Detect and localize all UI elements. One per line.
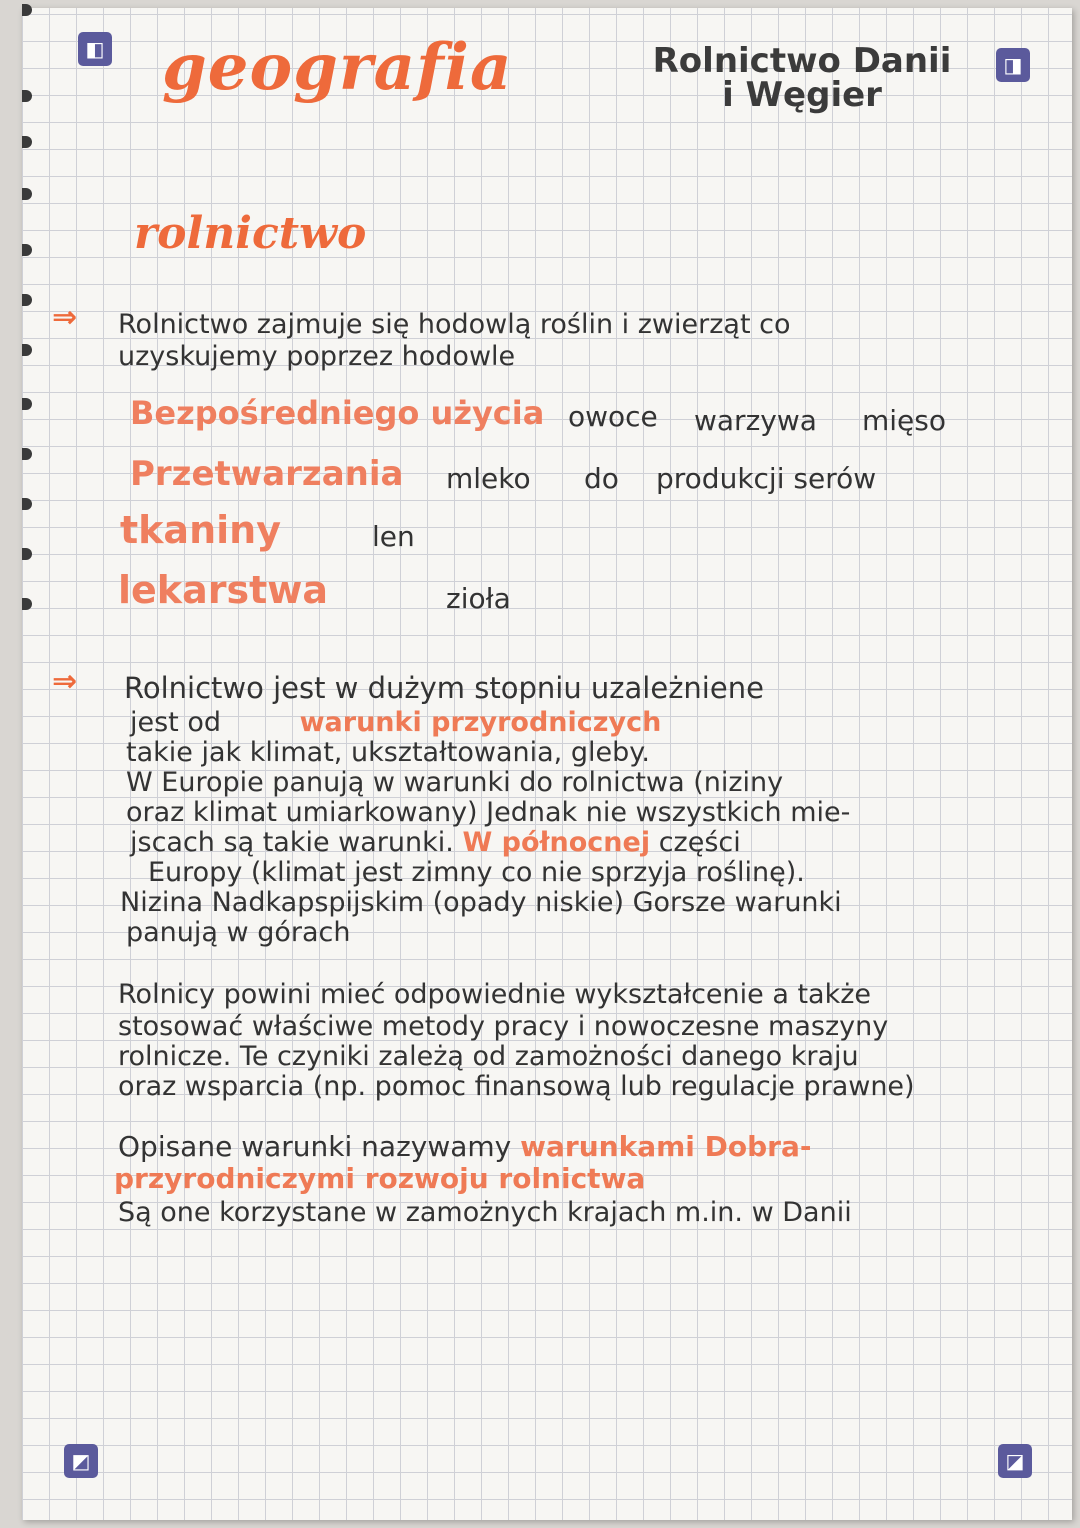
row-item: mleko xyxy=(446,462,531,495)
topic-title-line1: Rolnictwo Danii xyxy=(652,41,952,81)
block2-line7: Europy (klimat jest zimny co nie sprzyja roślinę). xyxy=(148,857,805,888)
spiral-ring xyxy=(22,244,32,256)
block2-line6 xyxy=(130,828,741,857)
topic-title xyxy=(642,41,962,115)
notebook-corner-icon: ◪ xyxy=(998,1444,1032,1478)
notebook-page xyxy=(22,8,1072,1520)
spiral-ring xyxy=(22,548,32,560)
row-item: do xyxy=(584,462,619,495)
row-label: Przetwarzania xyxy=(130,454,404,494)
block4-line1 xyxy=(118,1132,811,1161)
row-item: zioła xyxy=(446,582,511,615)
highlight-text: warunkami Dobra- xyxy=(520,1130,812,1163)
block2-line4: W Europie panują w warunki do rolnictwa (niziny xyxy=(126,767,784,798)
topic-title-line2: i Węgier xyxy=(722,75,882,115)
section-heading: rolnictwo xyxy=(134,208,367,259)
spiral-ring xyxy=(22,294,32,306)
block3-line2: stosować właściwe metody pracy i nowoczesne maszyny xyxy=(118,1011,889,1042)
spiral-ring xyxy=(22,448,32,460)
row-item: len xyxy=(372,520,415,553)
notebook-corner-icon: ◨ xyxy=(996,48,1030,82)
block4-line2 xyxy=(114,1164,645,1193)
arrow-icon: ⇒ xyxy=(52,300,78,335)
block2-line5: oraz klimat umiarkowany) Jednak nie wszystkich mie- xyxy=(126,797,851,828)
arrow-icon: ⇒ xyxy=(52,664,78,699)
block2-line6-tail: części xyxy=(658,827,741,858)
spiral-ring xyxy=(22,398,32,410)
spiral-ring xyxy=(22,188,32,200)
highlight-text: przyrodniczymi rozwoju rolnictwa xyxy=(114,1162,646,1195)
spiral-ring xyxy=(22,136,32,148)
block3-line4: oraz wsparcia (np. pomoc finansową lub regulacje prawne) xyxy=(118,1071,915,1102)
block2-line2-text: jest od xyxy=(130,707,222,738)
block1-line1: Rolnictwo zajmuje się hodowlą roślin i zwierząt co xyxy=(118,309,791,340)
row-label: tkaniny xyxy=(120,508,281,552)
block1-line2: uzyskujemy poprzez hodowle xyxy=(118,341,516,372)
spiral-ring xyxy=(22,90,32,102)
block3-line1: Rolnicy powini mieć odpowiednie wykształcenie a także xyxy=(118,979,872,1010)
block2-line8: Nizina Nadkapspijskim (opady niskie) Gorsze warunki xyxy=(120,887,842,918)
block3-line3: rolnicze. Te czyniki zależą od zamożności danego kraju xyxy=(118,1041,859,1072)
row-item: produkcji serów xyxy=(656,462,877,495)
row-label: lekarstwa xyxy=(118,568,328,612)
block2-line2 xyxy=(130,708,661,737)
block4-line1-text: Opisane warunki nazywamy xyxy=(118,1130,512,1163)
block2-line9: panują w górach xyxy=(126,917,351,948)
row-label: Bezpośredniego użycia xyxy=(130,394,545,432)
spiral-ring xyxy=(22,598,32,610)
block2-line6-text: jscach są takie warunki. xyxy=(130,827,454,858)
highlight-text: W północnej xyxy=(462,827,651,858)
spiral-ring xyxy=(22,344,32,356)
row-item: owoce xyxy=(568,400,658,433)
highlight-text: warunki przyrodniczych xyxy=(299,707,662,738)
spiral-ring xyxy=(22,498,32,510)
page-title: geografia xyxy=(162,30,513,105)
row-item: mięso xyxy=(862,404,946,437)
notebook-corner-icon: ◧ xyxy=(78,32,112,66)
block2-line1: Rolnictwo jest w dużym stopniu uzależniene xyxy=(124,671,764,705)
block2-line3: takie jak klimat, ukształtowania, gleby. xyxy=(126,737,650,768)
spiral-ring xyxy=(22,4,32,16)
row-item: warzywa xyxy=(694,404,817,437)
block4-line3: Są one korzystane w zamożnych krajach m.in. w Danii xyxy=(118,1197,852,1228)
notebook-corner-icon: ◩ xyxy=(64,1444,98,1478)
